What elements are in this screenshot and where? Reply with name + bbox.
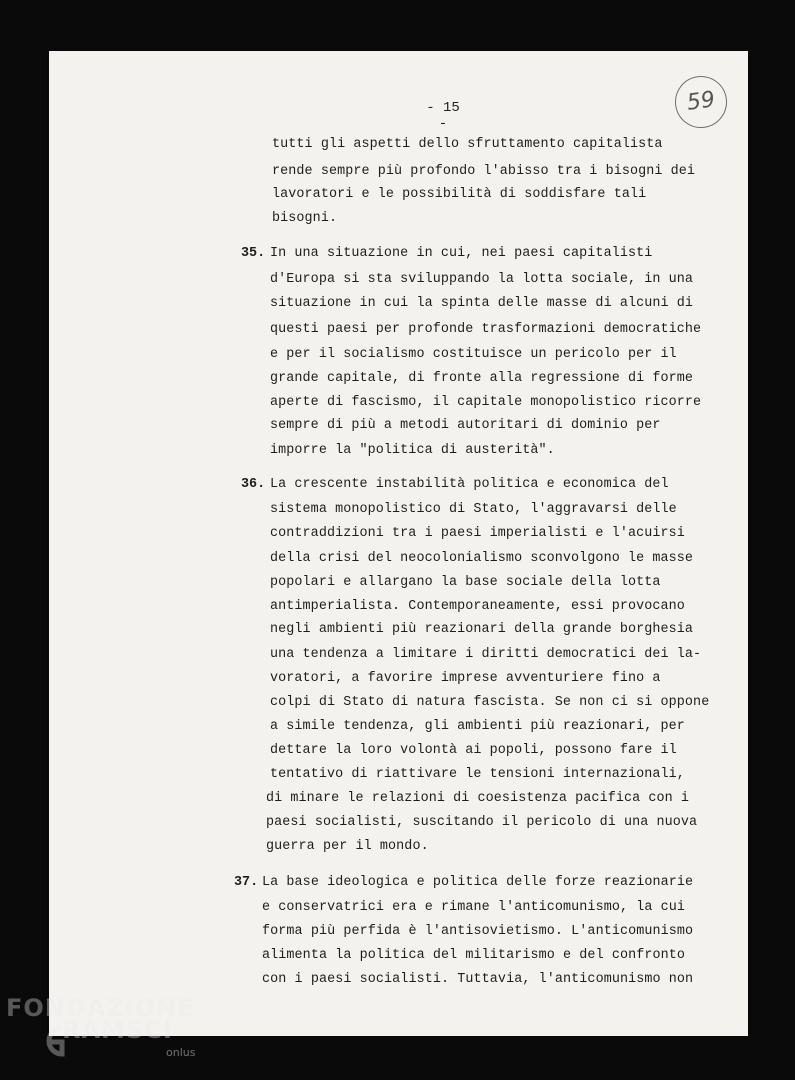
text-line: La crescente instabilità politica e economica del	[270, 477, 669, 492]
text-line: e conservatrici era e rimane l'anticomunismo, la cui	[262, 900, 686, 915]
text-line: forma più perfida è l'antisovietismo. L'anticomunismo	[262, 924, 694, 939]
text-line: d'Europa si sta sviluppando la lotta sociale, in una	[270, 272, 694, 287]
text-line: tentativo di riattivare le tensioni internazionali,	[270, 767, 685, 782]
page-number: - 15 -	[426, 100, 460, 132]
text-line: negli ambienti più reazionari della grande borghesia	[270, 622, 694, 637]
text-line: sistema monopolistico di Stato, l'aggravarsi delle	[270, 502, 677, 517]
foundation-watermark	[6, 994, 206, 1069]
text-line: popolari e allargano la base sociale della lotta	[270, 575, 661, 590]
text-line: voratori, a favorire imprese avventuriere fino a	[270, 671, 661, 686]
text-line: a simile tendenza, gli ambienti più reazionari, per	[270, 719, 685, 734]
watermark-title: FONDAZIONE	[6, 994, 195, 1022]
text-line: e per il socialismo costituisce un pericolo per il	[270, 347, 677, 362]
text-line: paesi socialisti, suscitando il pericolo di una nuova	[266, 815, 698, 830]
text-line: della crisi del neocolonialismo sconvolgono le masse	[270, 551, 694, 566]
text-line: situazione in cui la spinta delle masse di alcuni di	[270, 296, 694, 311]
text-line: grande capitale, di fronte alla regressione di forme	[270, 371, 694, 386]
text-line: contraddizioni tra i paesi imperialisti e l'acuirsi	[270, 526, 685, 541]
text-line: tutti gli aspetti dello sfruttamento capitalista	[272, 137, 663, 152]
text-line: colpi di Stato di natura fascista. Se non ci si oppone	[270, 695, 710, 710]
paragraph-number: 37.	[234, 875, 259, 890]
text-line: rende sempre più profondo l'abisso tra i bisogni dei	[272, 164, 696, 179]
paragraph-number: 35.	[241, 246, 266, 261]
text-line: questi paesi per profonde trasformazioni democratiche	[270, 322, 702, 337]
text-line: La base ideologica e politica delle forze reazionarie	[262, 875, 694, 890]
text-line: lavoratori e le possibilità di soddisfare tali	[272, 187, 647, 202]
watermark-name: RAMSCI	[62, 1016, 173, 1044]
text-line: antimperialista. Contemporaneamente, essi provocano	[270, 599, 685, 614]
watermark-subtitle: onlus	[166, 1046, 196, 1059]
text-line: imporre la "politica di austerità".	[270, 443, 555, 458]
text-line: una tendenza a limitare i diritti democratici dei la-	[270, 647, 702, 662]
text-line: In una situazione in cui, nei paesi capitalisti	[270, 246, 653, 261]
text-line: dettare la loro volontà ai popoli, possono fare il	[270, 743, 677, 758]
text-line: guerra per il mondo.	[266, 839, 429, 854]
paragraph-number: 36.	[241, 477, 266, 492]
text-line: di minare le relazioni di coesistenza pacifica con i	[266, 791, 690, 806]
text-line: sempre di più a metodi autoritari di dominio per	[270, 418, 661, 433]
archive-number: 59	[672, 73, 731, 132]
text-line: alimenta la politica del militarismo e del confronto	[262, 948, 686, 963]
text-line: aperte di fascismo, il capitale monopolistico ricorre	[270, 395, 702, 410]
text-line: bisogni.	[272, 211, 338, 226]
text-line: con i paesi socialisti. Tuttavia, l'anticomunismo non	[262, 972, 694, 987]
